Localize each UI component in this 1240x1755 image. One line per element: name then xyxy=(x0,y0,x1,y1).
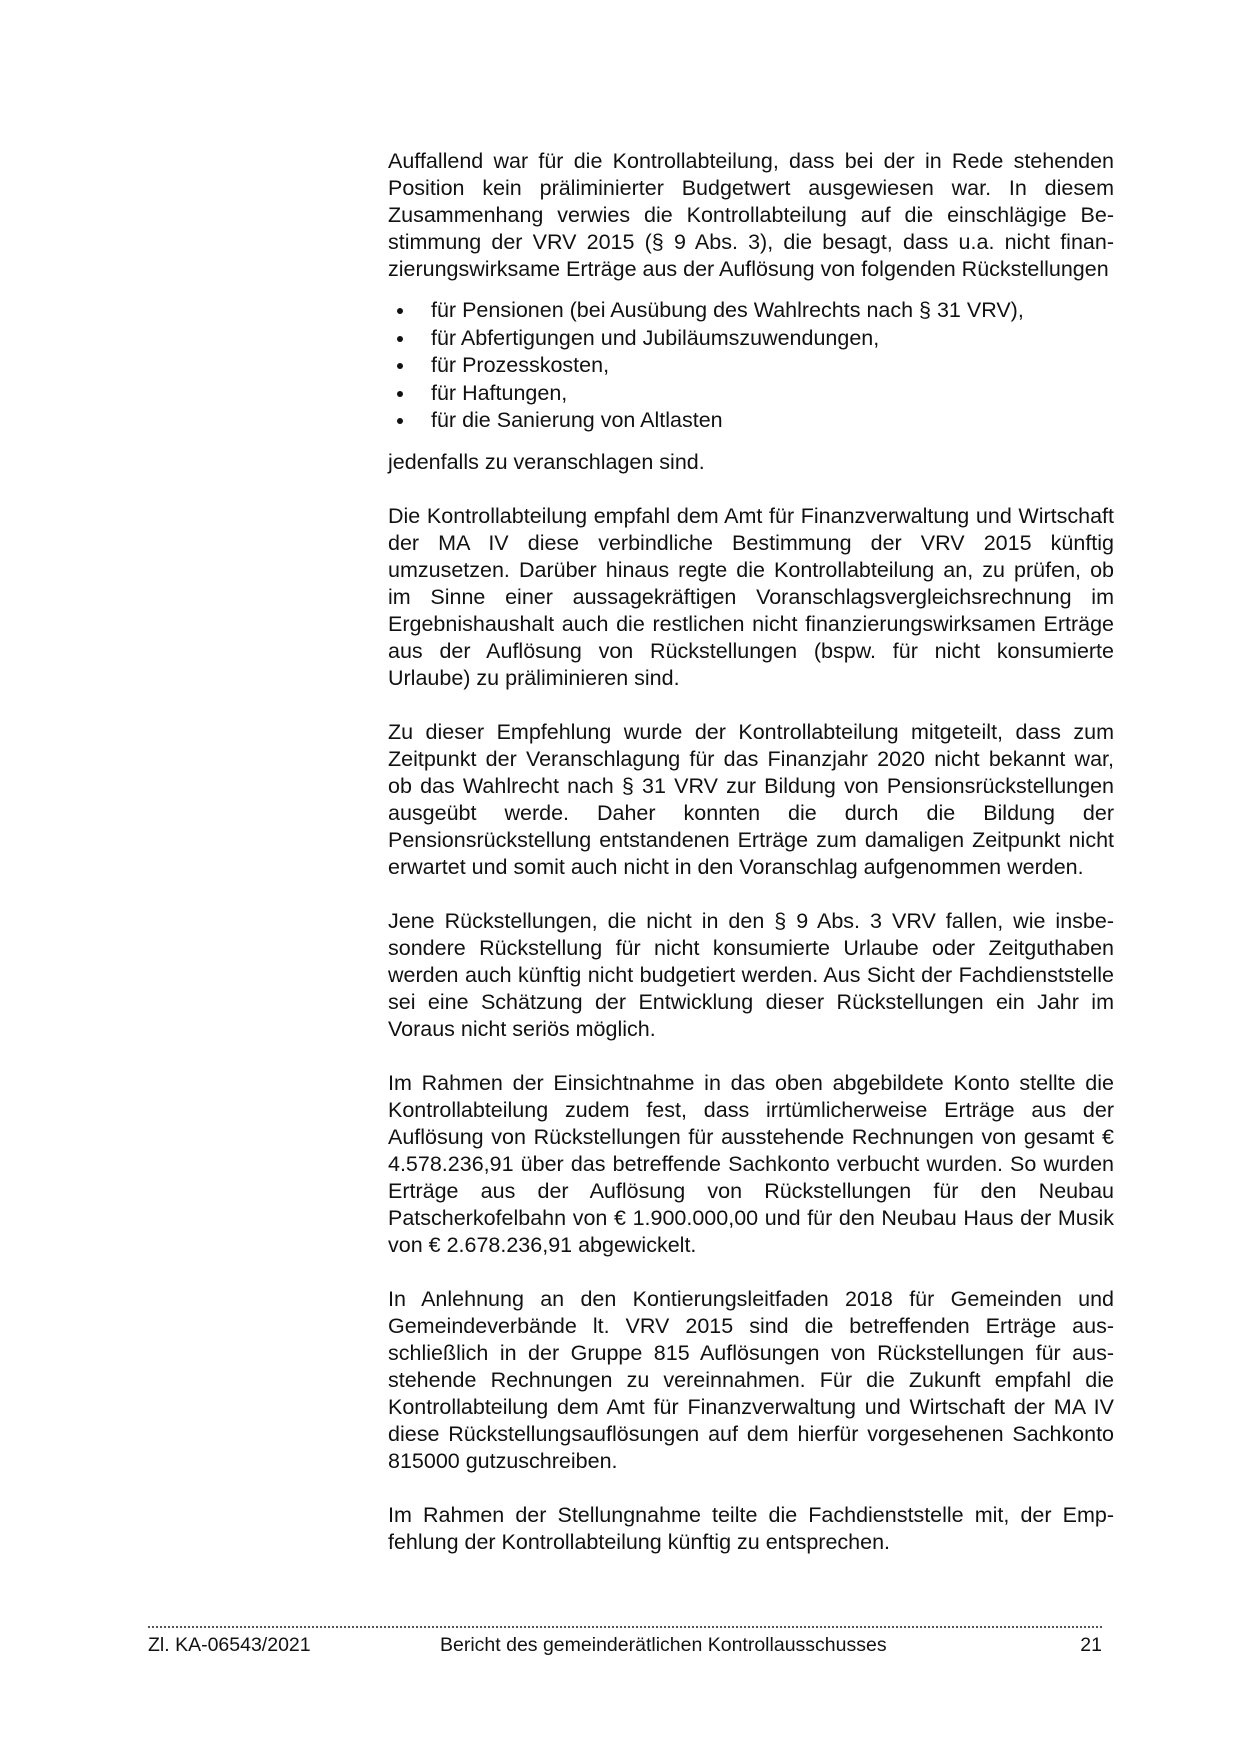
paragraph-6: Im Rahmen der Einsichtnahme in das oben abgebildete Konto stellte die Kontrollabteilung zudem fest, dass irrtümlicherweise Erträge aus der Auflösung von Rückstellungen für ausstehende Rechnungen von gesamt € 4.578.236,91 über das betreffende Sachkonto verbucht wurden. So wurden Erträge aus der Auflösung von Rückstellungen für den Neubau Patscherkofelbahn von € 1.900.000,00 und für den Neubau Haus der Musik von € 2.678.236,91 abgewickelt. xyxy=(388,1070,1114,1257)
page-number: 21 xyxy=(1080,1634,1102,1656)
bullet-icon xyxy=(397,308,403,314)
list-item xyxy=(388,380,1114,408)
report-title: Bericht des gemeinderätlichen Kontrollausschusses xyxy=(440,1634,887,1656)
document-reference: Zl. KA-06543/2021 xyxy=(148,1634,311,1656)
footer-divider xyxy=(148,1626,1102,1628)
paragraph-8: Im Rahmen der Stellungnahme teilte die Fachdienststelle mit, der Empfehlung der Kontrollabteilung künftig zu entsprechen. xyxy=(388,1502,1114,1554)
list-item-text: für Prozesskosten, xyxy=(431,353,610,377)
bullet-icon xyxy=(397,418,403,424)
list-item xyxy=(388,325,1114,353)
paragraph-1: Auffallend war für die Kontrollabteilung, dass bei der in Rede stehenden Position kein präliminierter Budgetwert ausgewiesen war. In diesem Zusammenhang verwies die Kontrollabteilung auf die einschlägige Bestimmung der VRV 2015 (§ 9 Abs. 3), die besagt, dass u.a. nicht finanzierungswirksame Erträge aus der Auflösung von folgenden Rückstellungen xyxy=(388,149,1114,281)
list-item xyxy=(388,352,1114,380)
paragraph-2: jedenfalls zu veranschlagen sind. xyxy=(388,449,705,474)
paragraph-7: In Anlehnung an den Kontierungsleitfaden 2018 für Gemeinden und Gemeindeverbände lt. VRV 2015 sind die betreffenden Erträge ausschließlich in der Gruppe 815 Auflösungen von Rückstellungen für ausstehende Rechnungen zu vereinnahmen. Für die Zukunft empfahl die Kontrollabteilung dem Amt für Finanzverwaltung und Wirtschaft der MA IV diese Rückstellungsauflösungen auf dem hierfür vorgesehenen Sachkonto 815000 gutzuschreiben. xyxy=(388,1286,1114,1473)
paragraph-3: Die Kontrollabteilung empfahl dem Amt für Finanzverwaltung und Wirtschaft der MA IV diese verbindliche Bestimmung der VRV 2015 künftig umzusetzen. Darüber hinaus regte die Kontrollabteilung an, zu prüfen, ob im Sinne einer aussagekräftigen Voranschlagsvergleichsrechnung im Ergebnishaushalt auch die restlichen nicht finanzierungswirksamen Erträge aus der Auflösung von Rückstellungen (bspw. für nicht konsumierte Urlaube) zu präliminieren sind. xyxy=(388,503,1114,690)
list-item-text: für Abfertigungen und Jubiläumszuwendungen, xyxy=(431,325,880,350)
list-item xyxy=(388,407,1114,435)
paragraph-4: Zu dieser Empfehlung wurde der Kontrollabteilung mitgeteilt, dass zum Zeitpunkt der Veranschlagung für das Finanzjahr 2020 nicht bekannt war, ob das Wahlrecht nach § 31 VRV zur Bildung von Pensionsrückstellungen ausgeübt werde. Daher konnten die durch die Bildung der Pensionsrückstellung entstandenen Erträge zum damaligen Zeitpunkt nicht erwartet und somit auch nicht in den Voranschlag aufgenommen werden. xyxy=(388,719,1114,879)
list-item-text: für Haftungen, xyxy=(431,380,568,405)
bullet-list xyxy=(388,297,1114,435)
list-item-text: für die Sanierung von Altlasten xyxy=(431,408,723,432)
bullet-icon xyxy=(397,363,403,369)
paragraph-5: Jene Rückstellungen, die nicht in den § 9 Abs. 3 VRV fallen, wie insbesondere Rückstellung für nicht konsumierte Urlaube oder Zeitguthaben werden auch künftig nicht budgetiert werden. Aus Sicht der Fachdienststelle sei eine Schätzung der Entwicklung dieser Rückstellungen ein Jahr im Voraus nicht seriös möglich. xyxy=(388,908,1114,1041)
bullet-icon xyxy=(397,391,403,397)
list-item-text: für Pensionen (bei Ausübung des Wahlrechts nach § 31 VRV), xyxy=(431,298,1024,322)
bullet-icon xyxy=(397,336,403,342)
document-body xyxy=(388,148,1114,1583)
list-item xyxy=(388,297,1114,325)
